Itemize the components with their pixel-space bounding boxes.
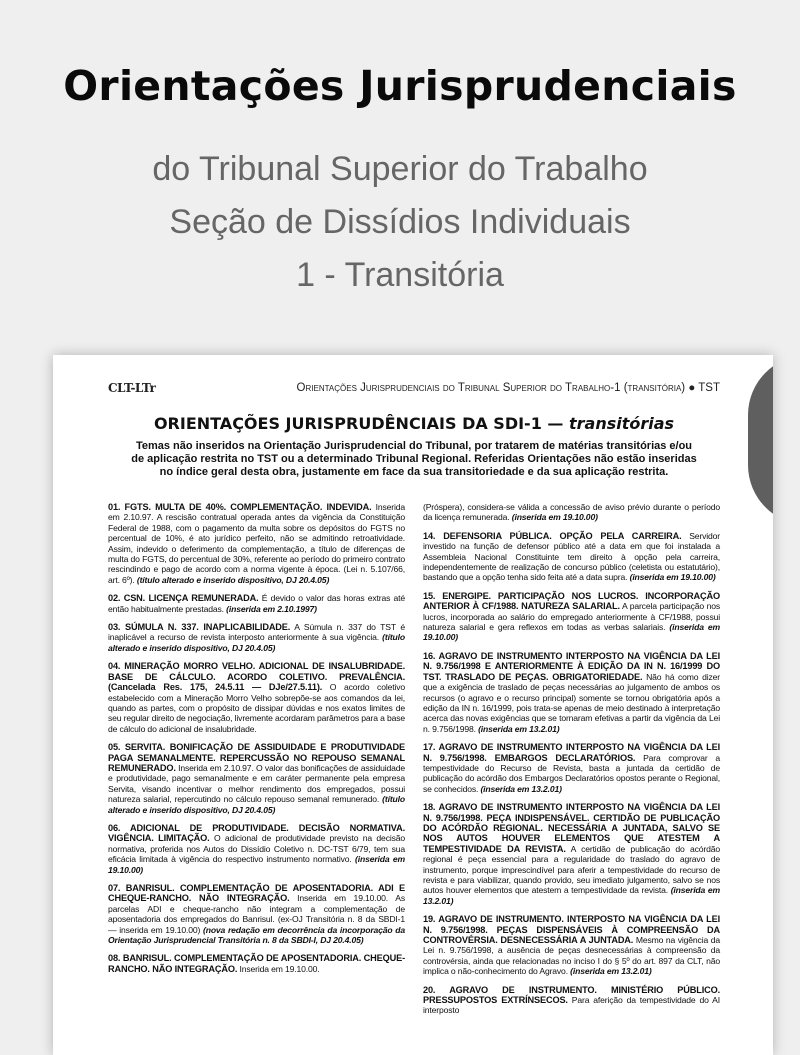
orientation-item (108, 883, 405, 945)
subtitle-line-2: Seção de Dissídios Individuais (169, 203, 631, 241)
orientation-item (108, 622, 405, 653)
orientation-heading: 06. ADICIONAL DE PRODUTIVIDADE. DECISÃO NORMATIVA. VIGÊNCIA. LIMITAÇÃO. (108, 822, 405, 844)
orientation-reference: (título alterado e inserido dispositivo, DJ 20.4.05) (108, 794, 405, 815)
orientation-item (423, 502, 720, 523)
orientation-text: A parcela participação nos lucros, incorporada ao salário do empregado anteriormente à CF/1988, possui natureza salarial e gera reflexos em todas as verbas salariais. (423, 601, 720, 633)
document-title (108, 414, 720, 433)
orientation-heading: 01. FGTS. MULTA DE 40%. COMPLEMENTAÇÃO. INDEVIDA. (108, 502, 372, 512)
page-title: Orientações Jurisprudenciais (63, 62, 737, 110)
orientation-item (108, 953, 405, 974)
orientation-heading: 07. BANRISUL. COMPLEMENTAÇÃO DE APOSENTADORIA. ADI E CHEQUE-RANCHO. NÃO INTEGRAÇÃO. (108, 883, 405, 904)
page-subtitle (0, 143, 800, 302)
orientation-item (423, 914, 720, 976)
document-intro: Temas não inseridos na Orientação Jurisprudencial do Tribunal, por tratarem de matérias transitórias e/ou de aplicação restrita no TST ou a determinado Tribunal Regional. Referidas Orientações não estão inseridas no índice geral desta obra, justamente em face da sua transitoriedade e da sua aplicação restrita. (131, 440, 697, 478)
subtitle-line-3: 1 - Transitória (296, 256, 504, 294)
orientation-reference: (inserida em 2.10.1997) (223, 603, 317, 614)
orientation-heading: 15. ENERGIPE. PARTICIPAÇÃO NOS LUCROS. INCORPORAÇÃO ANTERIOR À CF/1988. NATUREZA SALARIAL. (423, 590, 720, 612)
orientation-heading: 18. AGRAVO DE INSTRUMENTO INTERPOSTO NA VIGÊNCIA DA LEI N. 9.756/1998. PEÇA INDISPENSÁVEL. CERTIDÃO DE PUBLICAÇÃO DO ACÓRDÃO REGIONAL. NECESSÁRIA A JUNTADA, SALVO SE NOS AUTOS HOUVER ELEMENTOS QUE ATESTEM A TEMPESTIVIDADE DA REVISTA. (423, 802, 720, 854)
orientation-reference: (inserida em 13.2.01) (478, 783, 562, 794)
left-column (108, 502, 405, 1024)
orientation-heading: 04. MINERAÇÃO MORRO VELHO. ADICIONAL DE INSALUBRIDADE. BASE DE CÁLCULO. ACORDO COLETIVO. PREVALÊNCIA. (Cancelada Res. 175, 24.5.11 — DJe/27.5.11). (108, 661, 405, 693)
orientation-reference: (inserida em 19.10.00) (423, 622, 720, 643)
orientation-heading: 02. CSN. LICENÇA REMUNERADA. (108, 593, 259, 604)
orientation-heading: 16. AGRAVO DE INSTRUMENTO INTERPOSTO NA VIGÊNCIA DA LEI N. 9.756/1998 E ANTERIORMENTE À EDIÇÃO DA IN N. 16/1999 DO TST. TRASLADO DE PEÇAS. OBRIGATORIEDADE. (423, 650, 720, 682)
orientation-text: (Próspera), considera-se válida a concessão de aviso prévio durante o período da licença remunerada. (423, 502, 720, 523)
document-title-main: ORIENTAÇÕES JURISPRUDÊNCIAIS DA SDI-1 — (153, 414, 564, 433)
orientation-reference: (inserida em 13.2.01) (475, 723, 560, 734)
document-page (108, 379, 720, 1024)
orientation-heading: 20. AGRAVO DE INSTRUMENTO. MINISTÉRIO PÚBLICO. PRESSUPOSTOS EXTRÍNSECOS. (423, 984, 720, 1006)
orientation-item (423, 531, 720, 583)
document-preview (53, 355, 773, 1055)
orientation-heading: 14. DEFENSORIA PÚBLICA. OPÇÃO PELA CARREIRA. (423, 530, 682, 541)
orientation-item (108, 661, 405, 734)
orientation-heading: 05. SERVITA. BONIFICAÇÃO DE ASSIDUIDADE E PRODUTIVIDADE PAGA SEMANALMENTE. REPERCUSSÃO NO REPOUSO SEMANAL REMUNERADO. (108, 742, 405, 773)
orientation-item (108, 593, 405, 614)
orientation-reference: (nova redação em decorrência da incorporação da Orientação Jurisprudencial Transitória n. 8 da SBDI-I, DJ 20.4.05) (108, 924, 405, 946)
orientation-item (108, 823, 405, 875)
orientation-text: Para aferição da tempestividade do AI interposto (423, 995, 720, 1016)
orientation-item (108, 502, 405, 585)
orientation-text: Inserida em 2.10.97. O valor das bonificações de assiduidade e produtividade, pago semanalmente e em caráter permanente pela empresa Servita, visando incentivar o melhor rendimento dos empregados, possui natureza salarial, repercutindo no cálculo repouso semanal remunerado. (108, 762, 405, 805)
orientation-reference: (inserida em 13.2.01) (567, 966, 652, 977)
orientation-text: Servidor investido na função de defensor público até a data em que foi instalada a Assembleia Nacional Constituinte tem direito à opção pela carreira, independentemente de realização de concurso público (celetista ou estatutário), bastando que a opção tenha sido feita até a data supra. (423, 530, 720, 583)
orientation-text: A Súmula n. 337 do TST é inaplicável a recurso de revista interposto anteriormente à sua vigência. (108, 622, 405, 643)
orientation-heading: 08. BANRISUL. COMPLEMENTAÇÃO DE APOSENTADORIA. CHEQUE-RANCHO. NÃO INTEGRAÇÃO. (108, 953, 405, 974)
orientation-reference: (inserida em 19.10.00) (108, 854, 405, 875)
orientation-item (423, 742, 720, 794)
orientation-text: Inserida em 2.10.97. A rescisão contratual operada antes da vigência da Constituição Federal de 1988, com o pagamento da multa sobre os depósitos do FGTS no percentual de 10%, é ato jurídico perfeito, não se admitindo retroatividade. Assim, indevido o deferimento da complementação, a título de diferenças de multa do FGTS, do percentual de 30%, referente ao período do primeiro contrato rescindindo e pago de acordo com a norma vigente à época. (Lei n. 5.107/66, art. 6º). (108, 502, 405, 585)
orientation-item (423, 591, 720, 643)
orientation-reference: (título alterado e inserido dispositivo, DJ 20.4.05) (108, 632, 405, 653)
orientation-text: Inserida em 19.10.00. As parcelas ADI e cheque-rancho não integram a complementação de aposentadoria dos empregados do Banrisul. (ex-OJ Transitória n. 8 da SBDI-1 — inserida em 19.10.00) (108, 893, 405, 935)
orientation-text: O adicional de produtividade previsto na decisão normativa, proferida nos Autos do Dissídio Coletivo n. DC-TST 6/79, tem sua eficácia limitada à vigência do respectivo instrumento normativo. (108, 833, 406, 865)
orientation-heading: 03. SÚMULA N. 337. INAPLICABILIDADE. (108, 622, 291, 633)
running-head (108, 379, 720, 397)
document-title-italic: transitórias (568, 414, 675, 433)
subtitle-line-1: do Tribunal Superior do Trabalho (152, 150, 648, 188)
orientation-heading: 17. AGRAVO DE INSTRUMENTO INTERPOSTO NA VIGÊNCIA DA LEI N. 9.756/1998. EMBARGOS DECLARATÓRIOS. (423, 742, 720, 763)
orientation-text: O acordo coletivo estabelecido com a Mineração Morro Velho sobrepõe-se aos comandos da lei, quando as partes, com o propósito de dissipar dúvidas e nos exatos limites de seu regular direito de negociação, livremente acordaram parâmetros para a base de cálculo do adicional de insalubridade. (108, 682, 405, 734)
orientation-reference: (inserida em 19.10.00) (509, 512, 598, 523)
orientation-text: Não há como dizer que a exigência de traslado de peças necessárias ao julgamento de ambos os recursos (o agravo e o recurso principal) somente se tornou obrigatória após a edição da IN n. 16/1999, pois trata-se apenas de meio destinado à interpretação acerca das novas exigências que se tornaram efetivas a partir da vigência da Lei n. 9.756/1998. (423, 671, 720, 734)
orientation-item (108, 742, 405, 815)
orientation-text: Mesmo na vigência da Lei n. 9.756/1998, a ausência de peças desnecessárias à compreensão da controvérsia, ainda que relacionadas no inciso I do § 5º do art. 897 da CLT, não implica o não-conhecimento do Agravo. (423, 935, 720, 977)
orientation-reference: (título alterado e inserido dispositivo, DJ 20.4.05) (134, 574, 330, 585)
page-curl-decoration (748, 355, 773, 525)
running-head-text: Orientações Jurisprudenciais do Tribunal Superior do Trabalho-1 (transitória) ● TST (296, 382, 720, 394)
right-column (423, 502, 720, 1024)
orientation-item (423, 802, 720, 906)
orientation-text: Para comprovar a tempestividade do Recurso de Revista, basta a juntada da certidão de publicação do acórdão dos Embargos Declaratórios opostos perante o Regional, se conhecidos. (423, 752, 720, 794)
orientation-item (423, 651, 720, 734)
orientation-text: É devido o valor das horas extras até então habitualmente prestadas. (108, 593, 405, 614)
publisher-logo: CLT-LTr (108, 381, 156, 395)
document-columns (108, 502, 720, 1024)
orientation-text: Inserida em 19.10.00. (237, 963, 320, 974)
orientation-reference: (inserida em 19.10.00) (627, 572, 716, 583)
orientation-heading: 19. AGRAVO DE INSTRUMENTO. INTERPOSTO NA VIGÊNCIA DA LEI N. 9.756/1998. PEÇAS DISPENSÁVEIS À COMPREENSÃO DA CONTROVÉRSIA. DESNECESSÁRIA A JUNTADA. (423, 914, 720, 946)
orientation-item (423, 985, 720, 1016)
orientation-text: A certidão de publicação do acórdão regional é peça essencial para a regularidade do traslado do agravo de instrumento, porque imprescindível para aferir a tempestividade do recurso de revista e para viabilizar, quando provido, seu imediato julgamento, salvo se nos autos houver elementos que atestem a tempestividade da revista. (423, 843, 721, 896)
orientation-reference: (inserida em 13.2.01) (423, 885, 720, 906)
